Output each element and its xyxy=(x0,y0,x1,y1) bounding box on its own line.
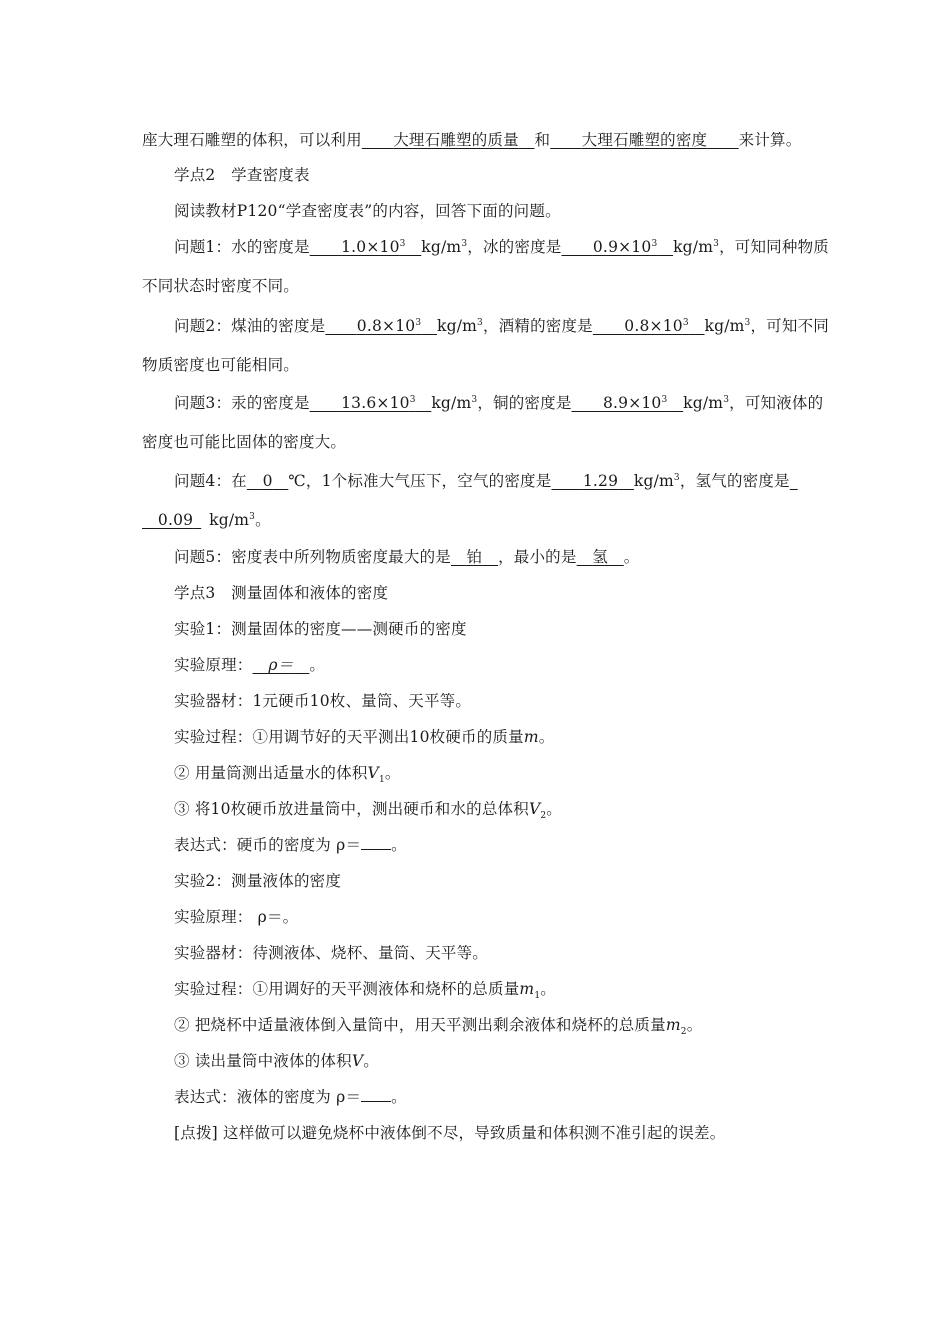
question-4-continuation: 0.09 $kg/m^3$。 xyxy=(157,511,271,529)
experiment-2-title: 实验2：测量液体的密度 xyxy=(174,872,342,890)
question-5: 问题5：密度表中所列物质密度最大的是 铂 ，最小的是 氢 。 xyxy=(174,548,640,566)
tip-note: [点拨] 这样做可以避免烧杯中液体倒不尽，导致质量和体积测不准引起的误差。 xyxy=(174,1124,726,1142)
answer-min-density-material: 氢 xyxy=(592,548,608,566)
section-intro: 阅读教材P120“学查密度表”的内容，回答下面的问题。 xyxy=(174,202,561,220)
experiment-2-tools: 实验器材：待测液体、烧杯、量筒、天平等。 xyxy=(174,944,489,962)
experiment-1-step-3: ③ 将10枚硬币放进量筒中，测出硬币和水的总体积$V_2$。 xyxy=(174,800,562,822)
experiment-1-step-1: 实验过程：①用调节好的天平测出10枚硬币的质量m。 xyxy=(174,728,555,746)
experiment-1-title: 实验1：测量固体的密度——测硬币的密度 xyxy=(174,620,467,638)
experiment-1-tools: 实验器材：1元硬币10枚、量筒、天平等。 xyxy=(174,692,472,710)
question-3: 问题3：汞的密度是 $13.6\times 10^3$ $kg/m^3$，铜的密度是 $8.9\times 10^3$ $kg/m^3$，可知液体的 xyxy=(174,394,824,412)
answer-hydrogen-density: 0.09 xyxy=(157,511,194,529)
question-4: 问题4：在 0 ℃，1个标准大气压下，空气的密度是 1.29 $kg/m^3$，氢气的密度是 xyxy=(174,472,790,490)
question-3-continuation: 密度也可能比固体的密度大。 xyxy=(142,433,347,451)
answer-water-density: 1.0×10 xyxy=(341,238,400,256)
question-2: 问题2：煤油的密度是 $0.8\times 10^3$ $kg/m^3$，酒精的密度是 $0.8\times 10^3$ $kg/m^3$，可知不同 xyxy=(174,317,829,335)
experiment-2-step-2: ② 把烧杯中适量液体倒入量筒中，用天平测出剩余液体和烧杯的总质量$m_2$。 xyxy=(174,1016,703,1038)
experiment-2-step-3: ③ 读出量筒中液体的体积V。 xyxy=(174,1052,379,1070)
section-title-measure-density: 学点3 测量固体和液体的密度 xyxy=(174,584,389,602)
answer-sculpture-mass: 大理石雕塑的质量 xyxy=(393,131,519,149)
experiment-1-principle: 实验原理： ρ＝ 。 xyxy=(174,656,326,674)
answer-mercury-density: 13.6×10 xyxy=(341,394,410,412)
blank-coin-density xyxy=(361,835,391,850)
answer-copper-density: 8.9×10 xyxy=(602,394,662,412)
answer-sculpture-density: 大理石雕塑的密度 xyxy=(581,131,708,149)
answer-density-formula: ρ＝ xyxy=(268,656,294,674)
answer-temperature: 0 xyxy=(262,472,273,490)
experiment-1-expression: 表达式：硬币的密度为 ρ＝ 。 xyxy=(174,836,407,854)
experiment-2-expression: 表达式：液体的密度为 ρ＝ 。 xyxy=(174,1088,407,1106)
experiment-2-step-1: 实验过程：①用调好的天平测液体和烧杯的总质量$m_1$。 xyxy=(174,980,556,1002)
answer-alcohol-density: 0.8×10 xyxy=(624,317,683,335)
answer-max-density-material: 铂 xyxy=(466,548,483,566)
question-1: 问题1：水的密度是 $1.0\times 10^3$ $kg/m^3$，冰的密度是 $0.9\times 10^3$ $kg/m^3$，可知同种物质 xyxy=(174,238,829,256)
question-1-continuation: 不同状态时密度不同。 xyxy=(142,277,300,295)
question-2-continuation: 物质密度也可能相同。 xyxy=(142,356,300,374)
answer-air-density: 1.29 xyxy=(582,472,619,490)
answer-kerosene-density: 0.8×10 xyxy=(356,317,416,335)
blank-liquid-density xyxy=(361,1087,391,1102)
experiment-1-step-2: ② 用量筒测出适量水的体积$V_1$。 xyxy=(174,764,401,786)
section-title-density-table: 学点2 学查密度表 xyxy=(174,166,310,184)
answer-ice-density: 0.9×10 xyxy=(592,238,652,256)
experiment-2-principle: 实验原理： ρ＝。 xyxy=(174,908,299,926)
paragraph-sculpture-volume: 座大理石雕塑的体积，可以利用 大理石雕塑的质量 和 大理石雕塑的密度 来计算。 xyxy=(142,131,802,149)
